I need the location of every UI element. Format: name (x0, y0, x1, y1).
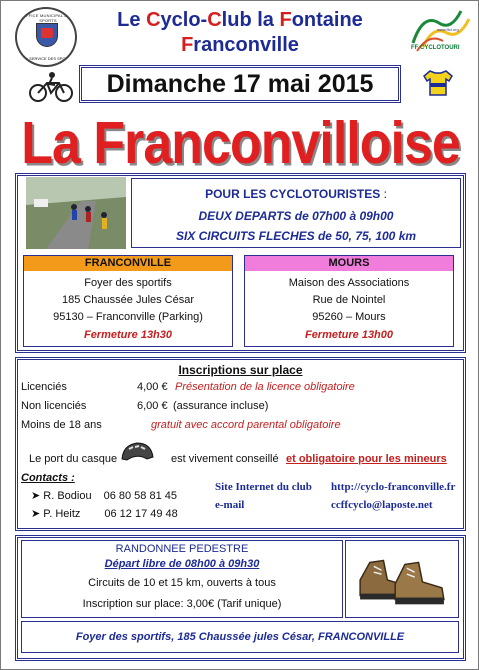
helmet-icon (119, 439, 155, 465)
site-label: Site Internet du club (215, 481, 312, 493)
oms-logo (15, 7, 77, 67)
rando-footer (21, 621, 459, 653)
contacts-label: Contacts : (21, 472, 75, 484)
contact-name: P. Heitz (43, 508, 81, 520)
club-title-part: Le (117, 9, 147, 31)
email-label: e-mail (215, 499, 245, 511)
rando-circuits: Circuits de 10 et 15 km, ouverts à tous (88, 577, 276, 589)
oms-logo-text: OFFICE MUNICIPAL DES SPORTS (22, 13, 74, 23)
price-row-note: gratuit avec accord parental obligatoire (151, 419, 341, 431)
location-city: 95130 – Franconville (Parking) (53, 311, 203, 323)
price-row-price: 6,00 € (137, 400, 168, 412)
intro-heading-text: POUR LES CYCLOTOURISTES (205, 187, 381, 201)
location-franconville (23, 255, 233, 347)
price-row-label: Moins de 18 ans (21, 419, 102, 431)
location-city: 95260 – Mours (312, 311, 386, 323)
cyclists-photo (26, 177, 126, 249)
contact-row (31, 489, 177, 502)
helmet-text: Le port du casque (29, 453, 118, 465)
club-title (81, 9, 399, 32)
location-street: Rue de Nointel (312, 294, 386, 306)
club-title-part: lub la (221, 9, 280, 31)
club-title-part: C (146, 9, 161, 31)
price-row-note: Présentation de la licence obligatoire (175, 381, 355, 393)
location-name: MOURS (245, 256, 453, 271)
club-title-part: yclo- (160, 9, 208, 31)
arrow-icon: ➤ (31, 508, 44, 520)
price-row-label: Licenciés (21, 381, 67, 393)
intro-heading-colon: : (380, 187, 387, 201)
location-closing: Fermeture 13h00 (304, 329, 394, 341)
location-name: FRANCONVILLE (24, 256, 232, 271)
shield-icon (36, 23, 58, 47)
intro-circuits: SIX CIRCUITS FLECHES de 50, 75, 100 km (175, 229, 417, 243)
ffct-website: www.ffct.org (437, 27, 459, 32)
event-date: Dimanche 17 mai 2015 (106, 69, 374, 98)
rando-address: Foyer des sportifs, 185 Chaussée jules César, FRANCONVILLE (75, 631, 405, 643)
arrow-icon: ➤ (31, 490, 44, 502)
cyclo-intro (131, 178, 461, 248)
intro-heading (132, 187, 460, 201)
site-url[interactable]: http://cyclo-franconville.fr (331, 481, 456, 493)
ffct-logo (403, 3, 477, 65)
club-title-city (81, 34, 399, 57)
contact-phone: 06 80 58 81 45 (103, 490, 177, 502)
title-city-initial: F (181, 34, 194, 56)
contact-row (31, 507, 178, 520)
location-street: 185 Chaussée Jules César (61, 294, 195, 306)
ffct-logo-text: FF CYCLOTOURI (411, 45, 460, 51)
event-title: La Franconvilloise (21, 110, 460, 177)
helmet-mandatory: et obligatoire pour les mineurs (286, 453, 447, 465)
location-mours (244, 255, 454, 347)
oms-logo-subtext: et le SERVICE DES SPORTS (20, 56, 74, 61)
email-address[interactable]: ccffcyclo@laposte.net (331, 499, 433, 511)
hiking-shoes-image (345, 540, 459, 618)
club-title-part: ontaine (291, 9, 363, 31)
price-row-price: 4,00 € (137, 381, 168, 393)
title-city-rest: ranconville (193, 34, 299, 56)
rando-price: Inscription sur place: 3,00€ (Tarif unique) (82, 598, 282, 610)
location-closing: Fermeture 13h30 (83, 329, 173, 341)
cyclist-icon (25, 71, 77, 103)
club-title-part: F (279, 9, 292, 31)
price-row-note: (assurance incluse) (173, 400, 269, 412)
contact-phone: 06 12 17 49 48 (104, 508, 178, 520)
date-banner (79, 65, 401, 103)
helmet-advice: est vivement conseillé (171, 453, 279, 465)
price-row-label: Non licenciés (21, 400, 87, 412)
location-venue: Maison des Associations (288, 277, 410, 289)
rando-departure: Départ libre de 08h00 à 09h30 (104, 558, 260, 570)
location-venue: Foyer des sportifs (84, 277, 172, 289)
contact-name: R. Bodiou (43, 490, 92, 502)
jersey-icon (421, 69, 455, 97)
inscriptions-title: Inscriptions sur place (178, 363, 303, 377)
rando-title: RANDONNEE PEDESTRE (115, 543, 249, 555)
club-title-part: C (207, 9, 222, 31)
intro-departures: DEUX DEPARTS de 07h00 à 09h00 (198, 209, 394, 223)
